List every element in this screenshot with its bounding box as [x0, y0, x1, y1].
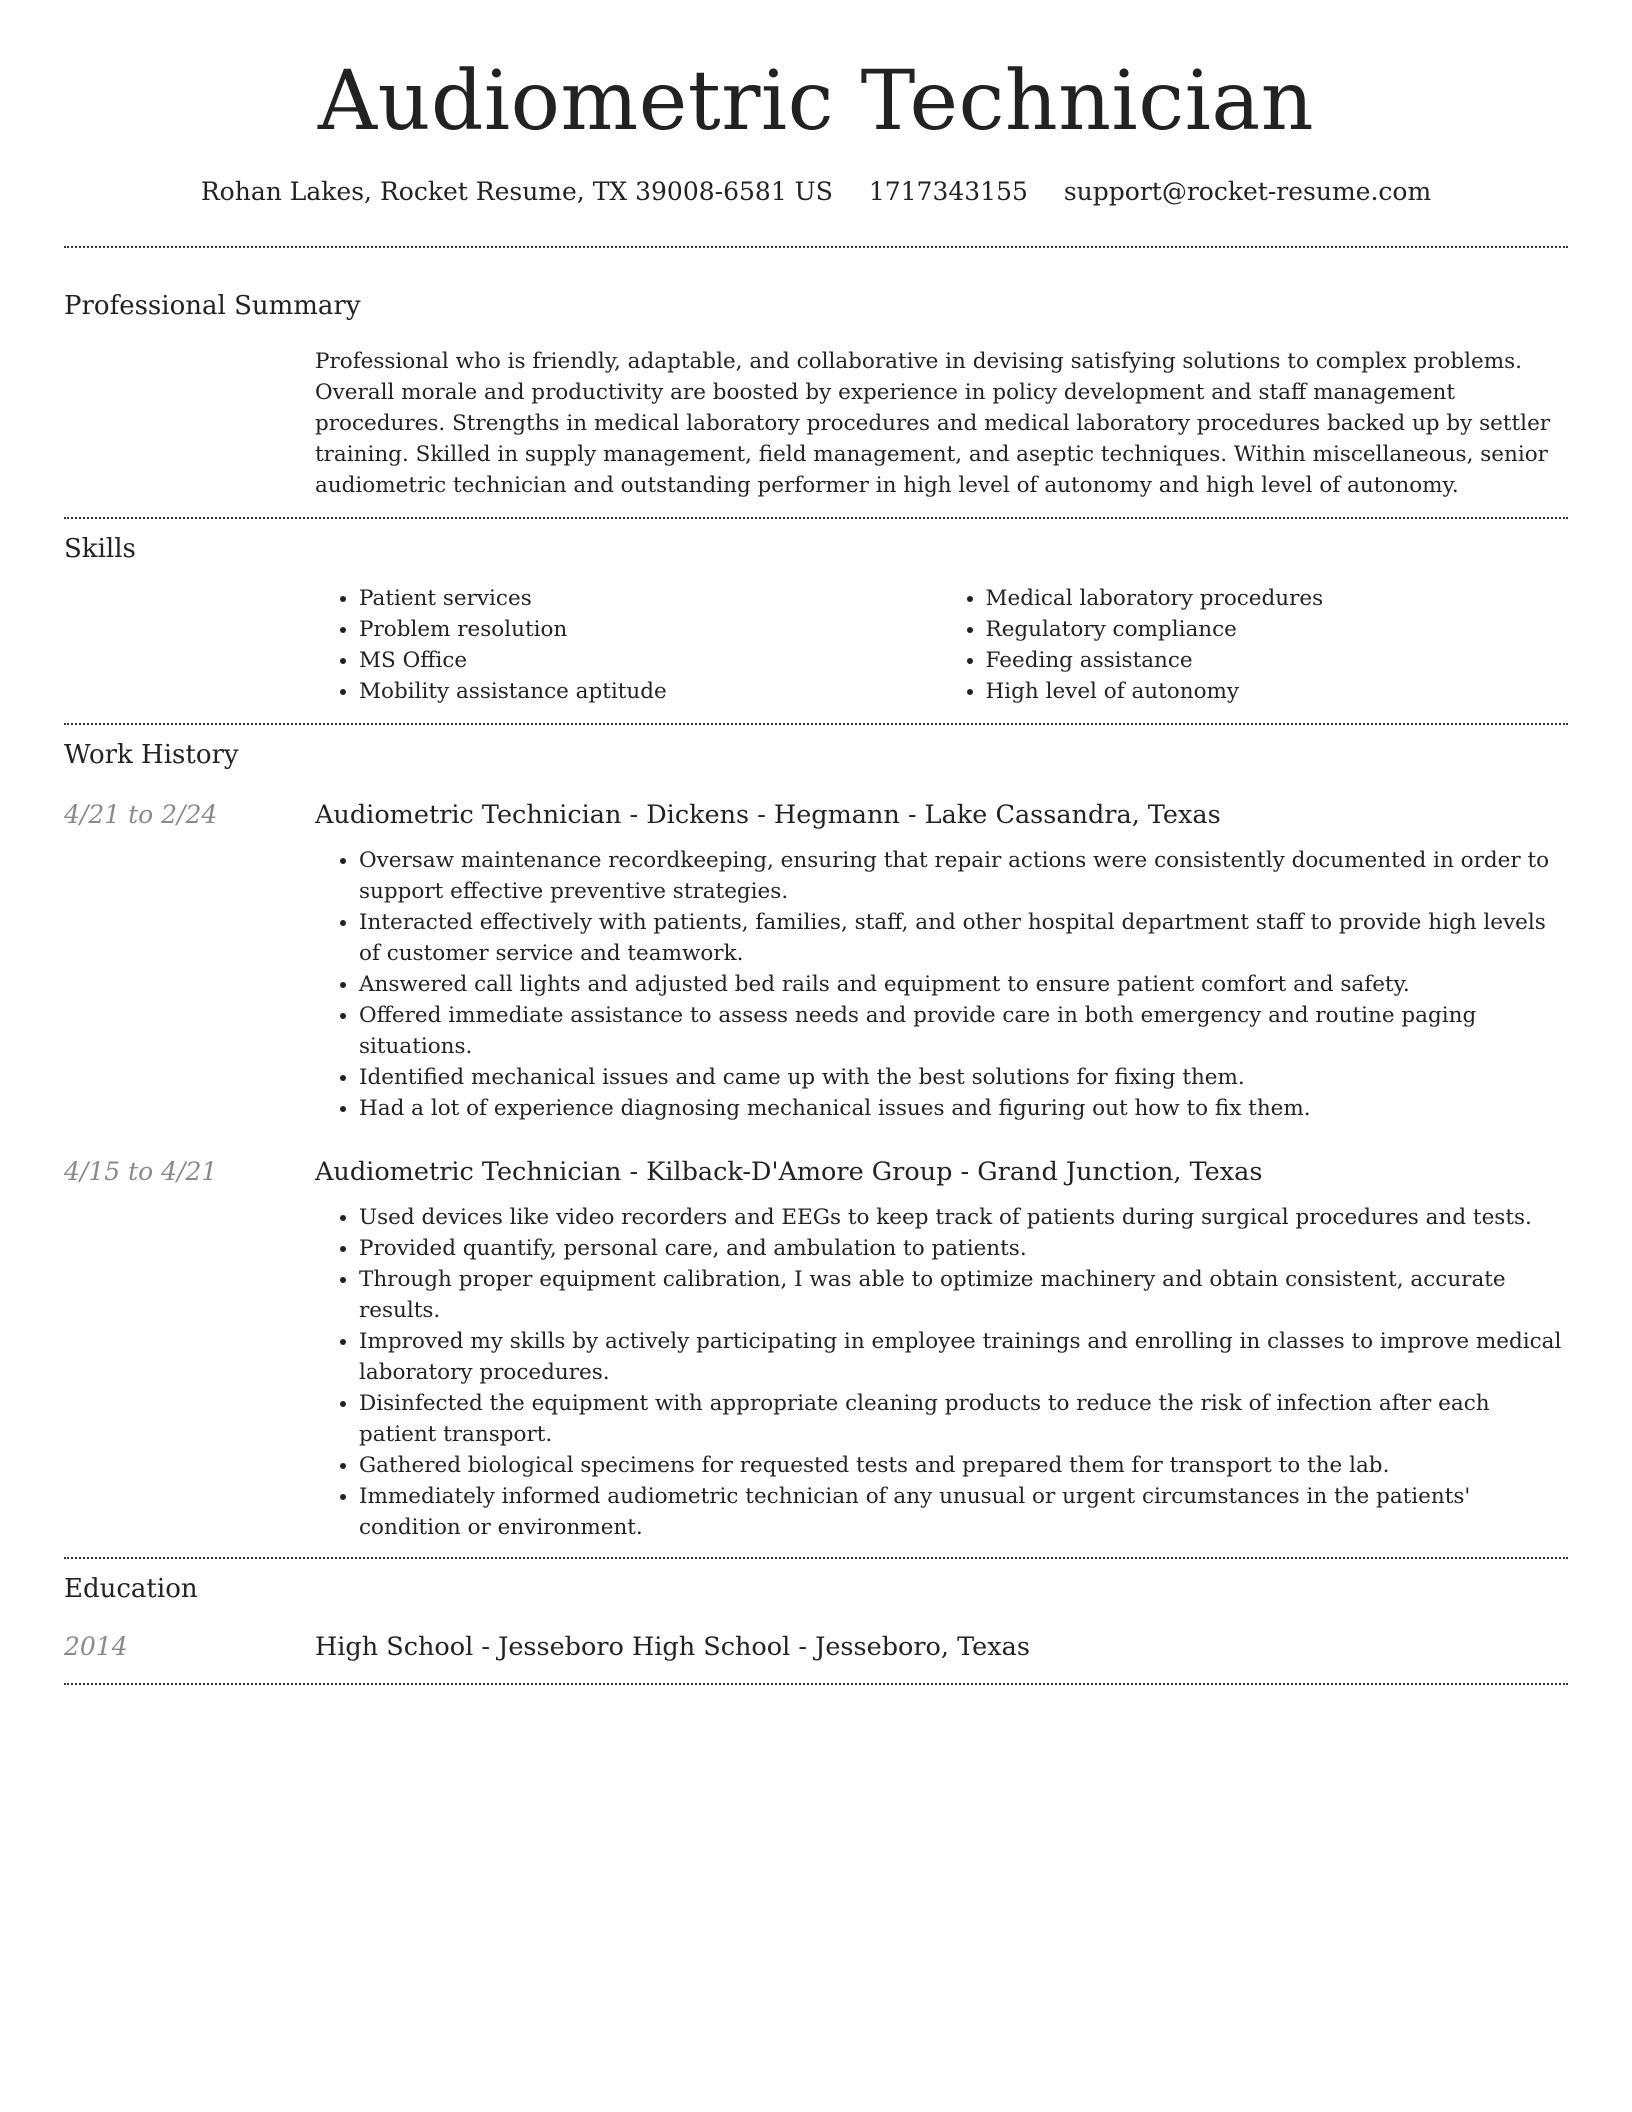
- job-bullet: • Had a lot of experience diagnosing mechanical issues and figuring out how to fix them.: [359, 1093, 1568, 1124]
- skill-item: • Mobility assistance aptitude: [359, 676, 942, 707]
- education-section: [64, 1571, 1568, 1665]
- job-bullet: • Gathered biological specimens for requested tests and prepared them for transport to the lab.: [359, 1450, 1568, 1481]
- section-title-skills: Skills: [64, 534, 136, 564]
- skill-item: • Medical laboratory procedures: [986, 583, 1569, 614]
- divider: [64, 723, 1568, 725]
- education-details: [315, 1629, 1568, 1665]
- job-bullet: • Interacted effectively with patients, families, staff, and other hospital department staff to provide high levels of customer service and teamwork.: [359, 907, 1568, 969]
- job-details: [315, 797, 1568, 1124]
- job-bullet: • Immediately informed audiometric technician of any unusual or urgent circumstances in the patients' condition or environment.: [359, 1481, 1568, 1543]
- work-history-section: [64, 737, 1568, 1543]
- job-title: Audiometric Technician - Dickens - Hegmann - Lake Cassandra, Texas: [315, 800, 1221, 830]
- summary-text: Professional who is friendly, adaptable, and collaborative in devising satisfying solutions to complex problems. Overall morale and productivity are boosted by experience in policy development and staff management procedures. Strengths in medical laboratory procedures and medical laboratory procedures backed up by settler training. Skilled in supply management, field management, and aseptic techniques. Within miscellaneous, senior audiometric technician and outstanding performer in high level of autonomy and high level of autonomy.: [315, 349, 1551, 498]
- job-bullet: • Through proper equipment calibration, I was able to optimize machinery and obtain consistent, accurate results.: [359, 1264, 1568, 1326]
- job-bullet-list: [315, 1202, 1568, 1543]
- education-degree: High School - Jesseboro High School - Jesseboro, Texas: [315, 1632, 1030, 1662]
- job-bullet: • Provided quantify, personal care, and ambulation to patients.: [359, 1233, 1568, 1264]
- section-title-summary: Professional Summary: [64, 291, 361, 321]
- contact-line: [64, 174, 1568, 210]
- education-entry: [64, 1629, 1568, 1665]
- skill-item: • High level of autonomy: [986, 676, 1569, 707]
- job-bullet-list: [315, 845, 1568, 1124]
- job-bullet: • Identified mechanical issues and came up with the best solutions for fixing them.: [359, 1062, 1568, 1093]
- job-details: [315, 1154, 1568, 1543]
- job-bullet: • Disinfected the equipment with appropriate cleaning products to reduce the risk of infection after each patient transport.: [359, 1388, 1568, 1450]
- divider: [64, 1683, 1568, 1685]
- divider: [64, 1557, 1568, 1559]
- skill-item: • Patient services: [359, 583, 942, 614]
- contact-phone: 1717343155: [868, 177, 1028, 206]
- job-entry: [64, 1154, 1568, 1543]
- skill-item: • MS Office: [359, 645, 942, 676]
- skills-list-left: [315, 583, 942, 707]
- section-title-work-history: Work History: [64, 740, 239, 770]
- candidate-name: Audiometric Technician: [317, 54, 1315, 149]
- skill-item: • Feeding assistance: [986, 645, 1569, 676]
- skills-columns: [315, 583, 1568, 707]
- education-date: 2014: [64, 1632, 128, 1661]
- skill-item: • Problem resolution: [359, 614, 942, 645]
- job-title: Audiometric Technician - Kilback-D'Amore Group - Grand Junction, Texas: [315, 1157, 1263, 1187]
- summary-section: [64, 288, 1568, 501]
- section-title-education: Education: [64, 1574, 198, 1604]
- divider: [64, 246, 1568, 248]
- contact-email: support@rocket-resume.com: [1063, 177, 1432, 206]
- job-bullet: • Offered immediate assistance to assess needs and provide care in both emergency and routine paging situations.: [359, 1000, 1568, 1062]
- job-entry: [64, 797, 1568, 1124]
- job-bullet: • Improved my skills by actively participating in employee trainings and enrolling in classes to improve medical laboratory procedures.: [359, 1326, 1568, 1388]
- job-bullet: • Answered call lights and adjusted bed rails and equipment to ensure patient comfort and safety.: [359, 969, 1568, 1000]
- skills-list-right: [942, 583, 1569, 707]
- skills-section: [64, 531, 1568, 707]
- job-bullet: • Oversaw maintenance recordkeeping, ensuring that repair actions were consistently documented in order to support effective preventive strategies.: [359, 845, 1568, 907]
- skill-item: • Regulatory compliance: [986, 614, 1569, 645]
- divider: [64, 517, 1568, 519]
- contact-address: Rohan Lakes, Rocket Resume, TX 39008-6581 US: [200, 177, 833, 206]
- job-dates: 4/21 to 2/24: [64, 800, 218, 829]
- job-bullet: • Used devices like video recorders and EEGs to keep track of patients during surgical procedures and tests.: [359, 1202, 1568, 1233]
- job-dates: 4/15 to 4/21: [64, 1157, 218, 1186]
